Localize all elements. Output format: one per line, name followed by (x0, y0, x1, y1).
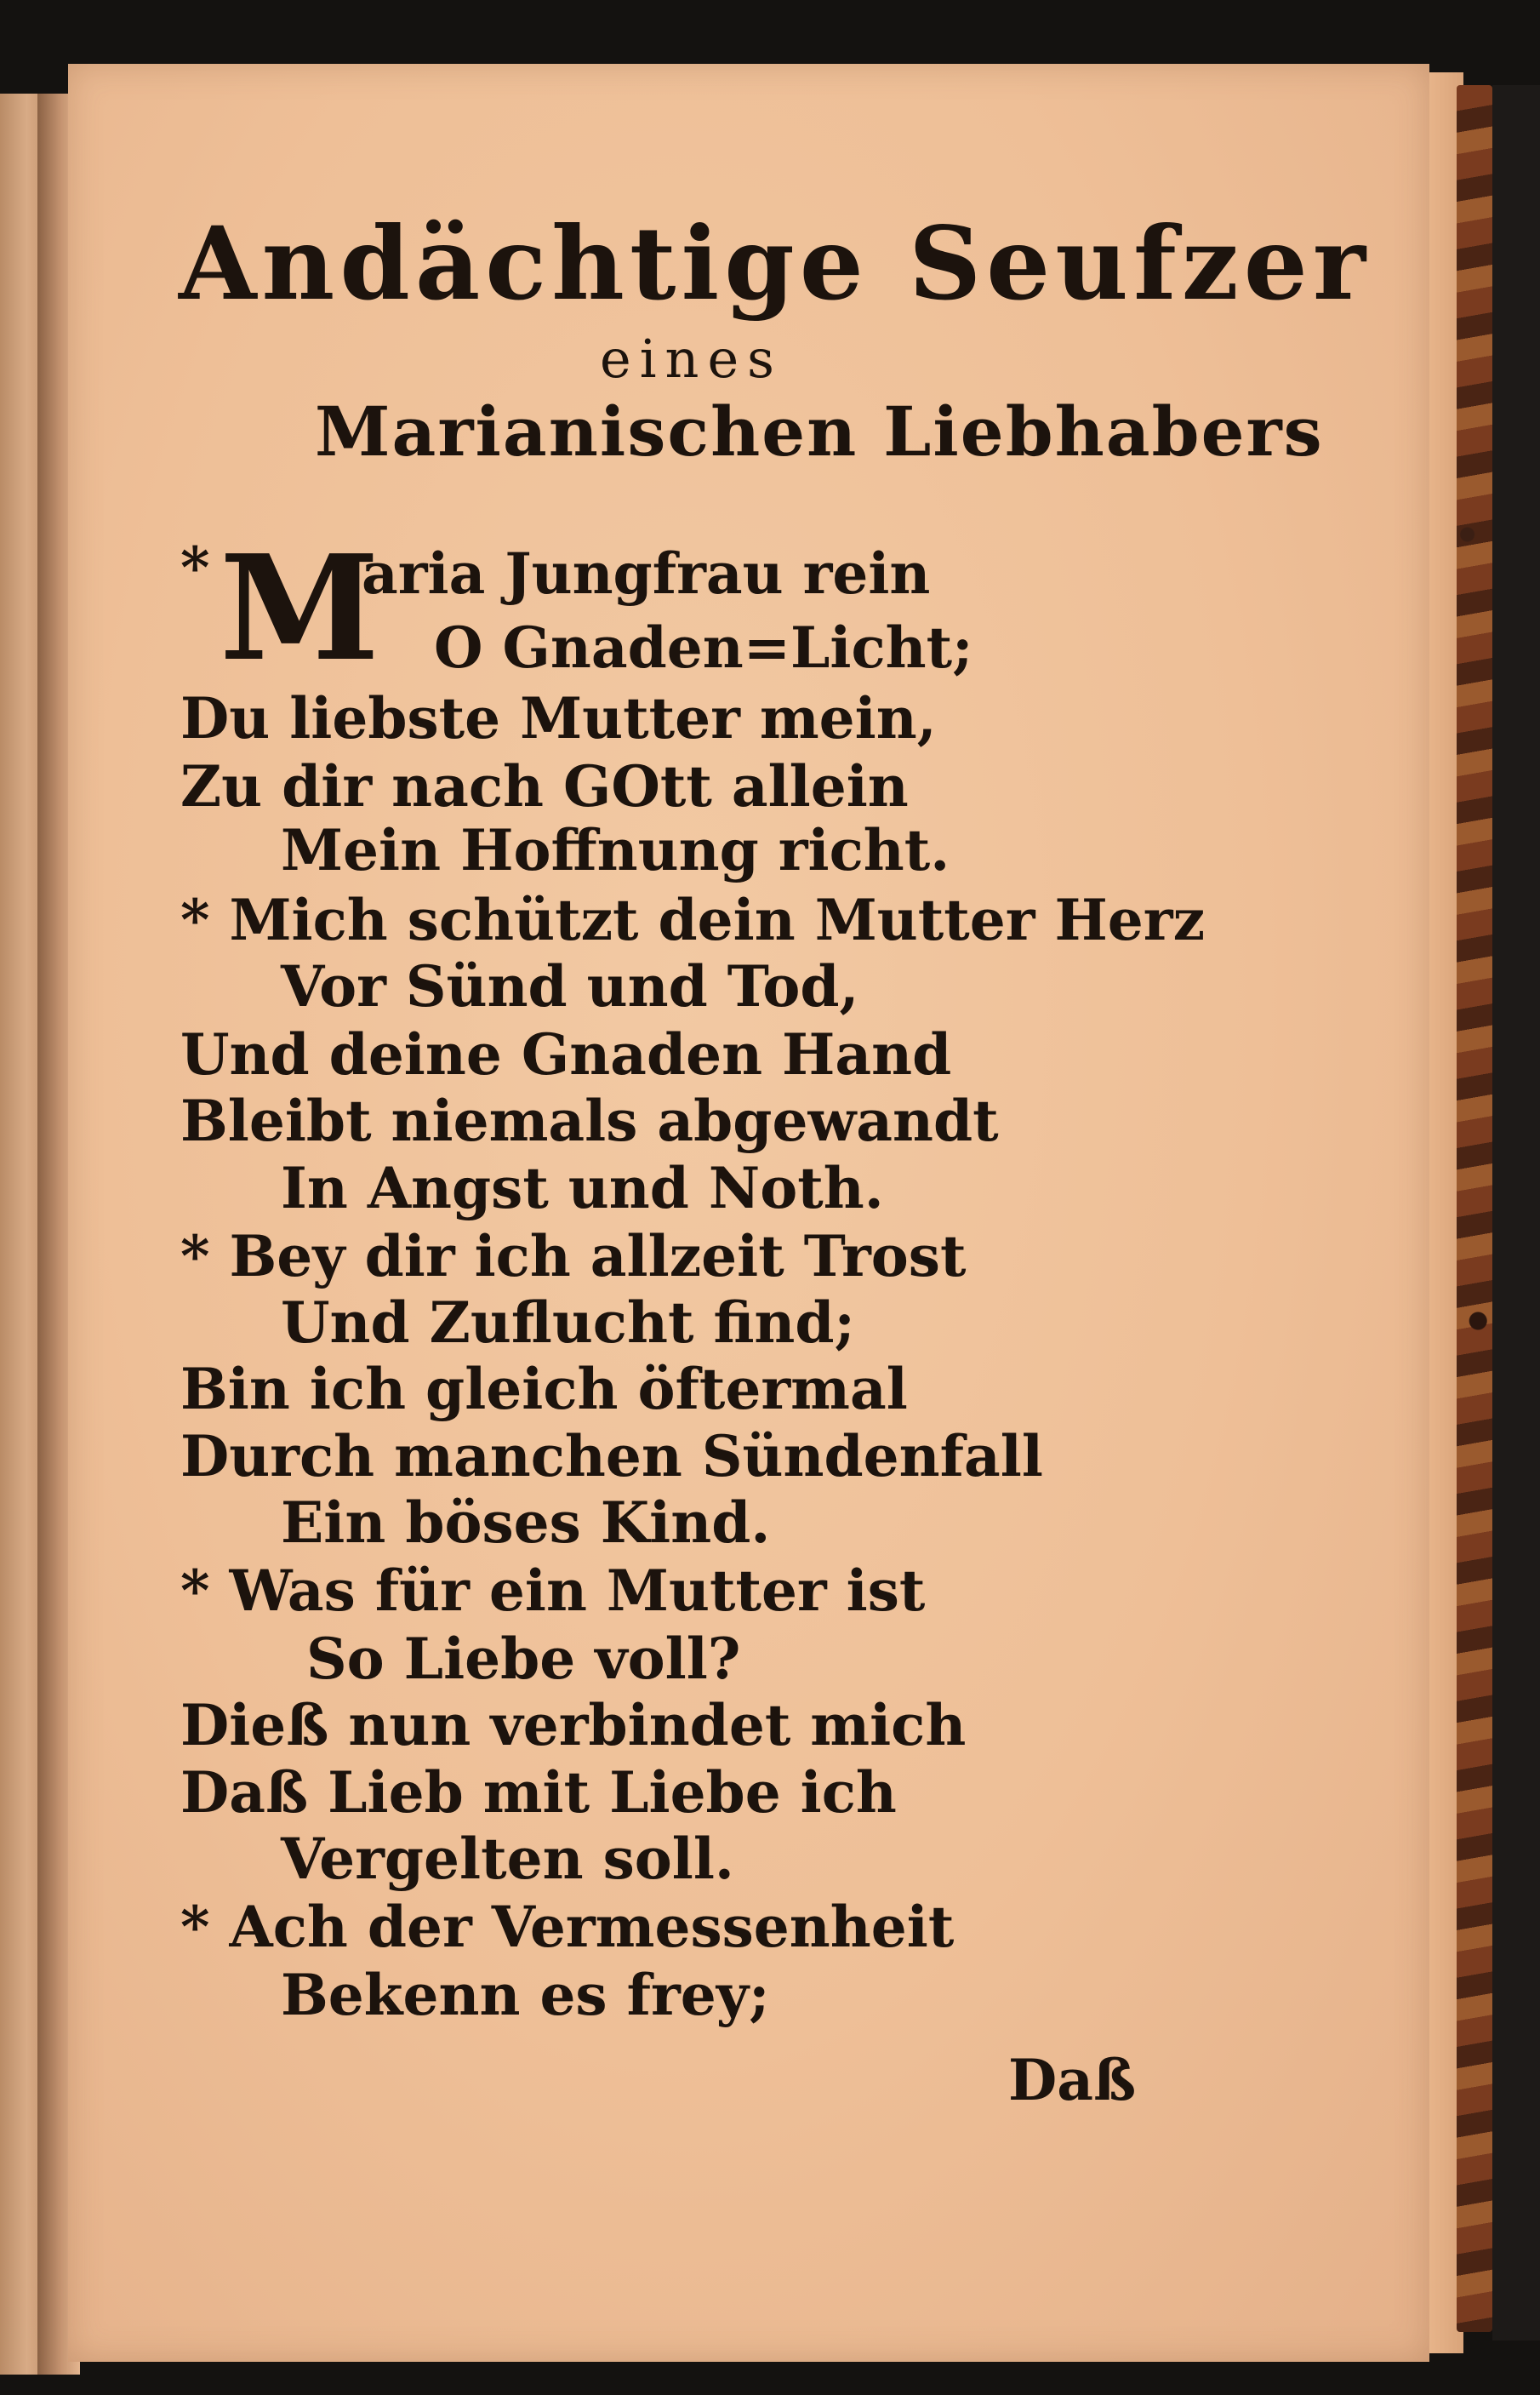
verse-line: Bleibt niemals abgewandt (180, 1088, 999, 1154)
drop-cap: M (220, 523, 380, 694)
verse-line: Bekenn es frey; (281, 1962, 770, 2028)
verse-line: In Angst und Noth. (281, 1155, 884, 1221)
verse-line: Bin ich gleich öftermal (180, 1356, 908, 1422)
subtitle-small: eines (600, 328, 783, 390)
verse-line: Und Zuflucht find; (281, 1289, 855, 1356)
verse-line: Durch manchen Sündenfall (180, 1423, 1043, 1489)
marbled-cover-edge (1457, 85, 1492, 2332)
subtitle-large: Marianischen Liebhabers (315, 392, 1324, 472)
verse-line-1: aria Jungfrau rein (362, 540, 931, 607)
verse-line: Dieß nun verbindet mich (180, 1692, 967, 1758)
catchword: Daß (1008, 2047, 1137, 2113)
verse-line: * Bey dir ich allzeit Trost (180, 1223, 967, 1289)
verse-line: Vergelten soll. (281, 1826, 734, 1892)
verse-line: Zu dir nach GOtt allein (180, 753, 909, 820)
verse-line: Daß Lieb mit Liebe ich (180, 1759, 897, 1826)
verse-line: So Liebe voll? (306, 1626, 741, 1692)
verse-line: Mein Hoffnung richt. (281, 817, 950, 883)
verse-line: Und deine Gnaden Hand (180, 1021, 952, 1088)
verse-marker: * (180, 534, 210, 601)
background-strip (1492, 85, 1540, 2341)
verse-line: * Ach der Vermessenheit (180, 1894, 955, 1960)
verse-line: * Was für ein Mutter ist (180, 1558, 926, 1624)
verse-line: Du liebste Mutter mein, (180, 685, 937, 752)
verse-line: * Mich schützt dein Mutter Herz (180, 887, 1206, 953)
page-title: Andächtige Seufzer (179, 204, 1372, 323)
verse-line: O Gnaden=Licht; (434, 614, 973, 681)
verse-line: Vor Sünd und Tod, (281, 953, 859, 1020)
verse-line: Ein böses Kind. (281, 1489, 771, 1556)
